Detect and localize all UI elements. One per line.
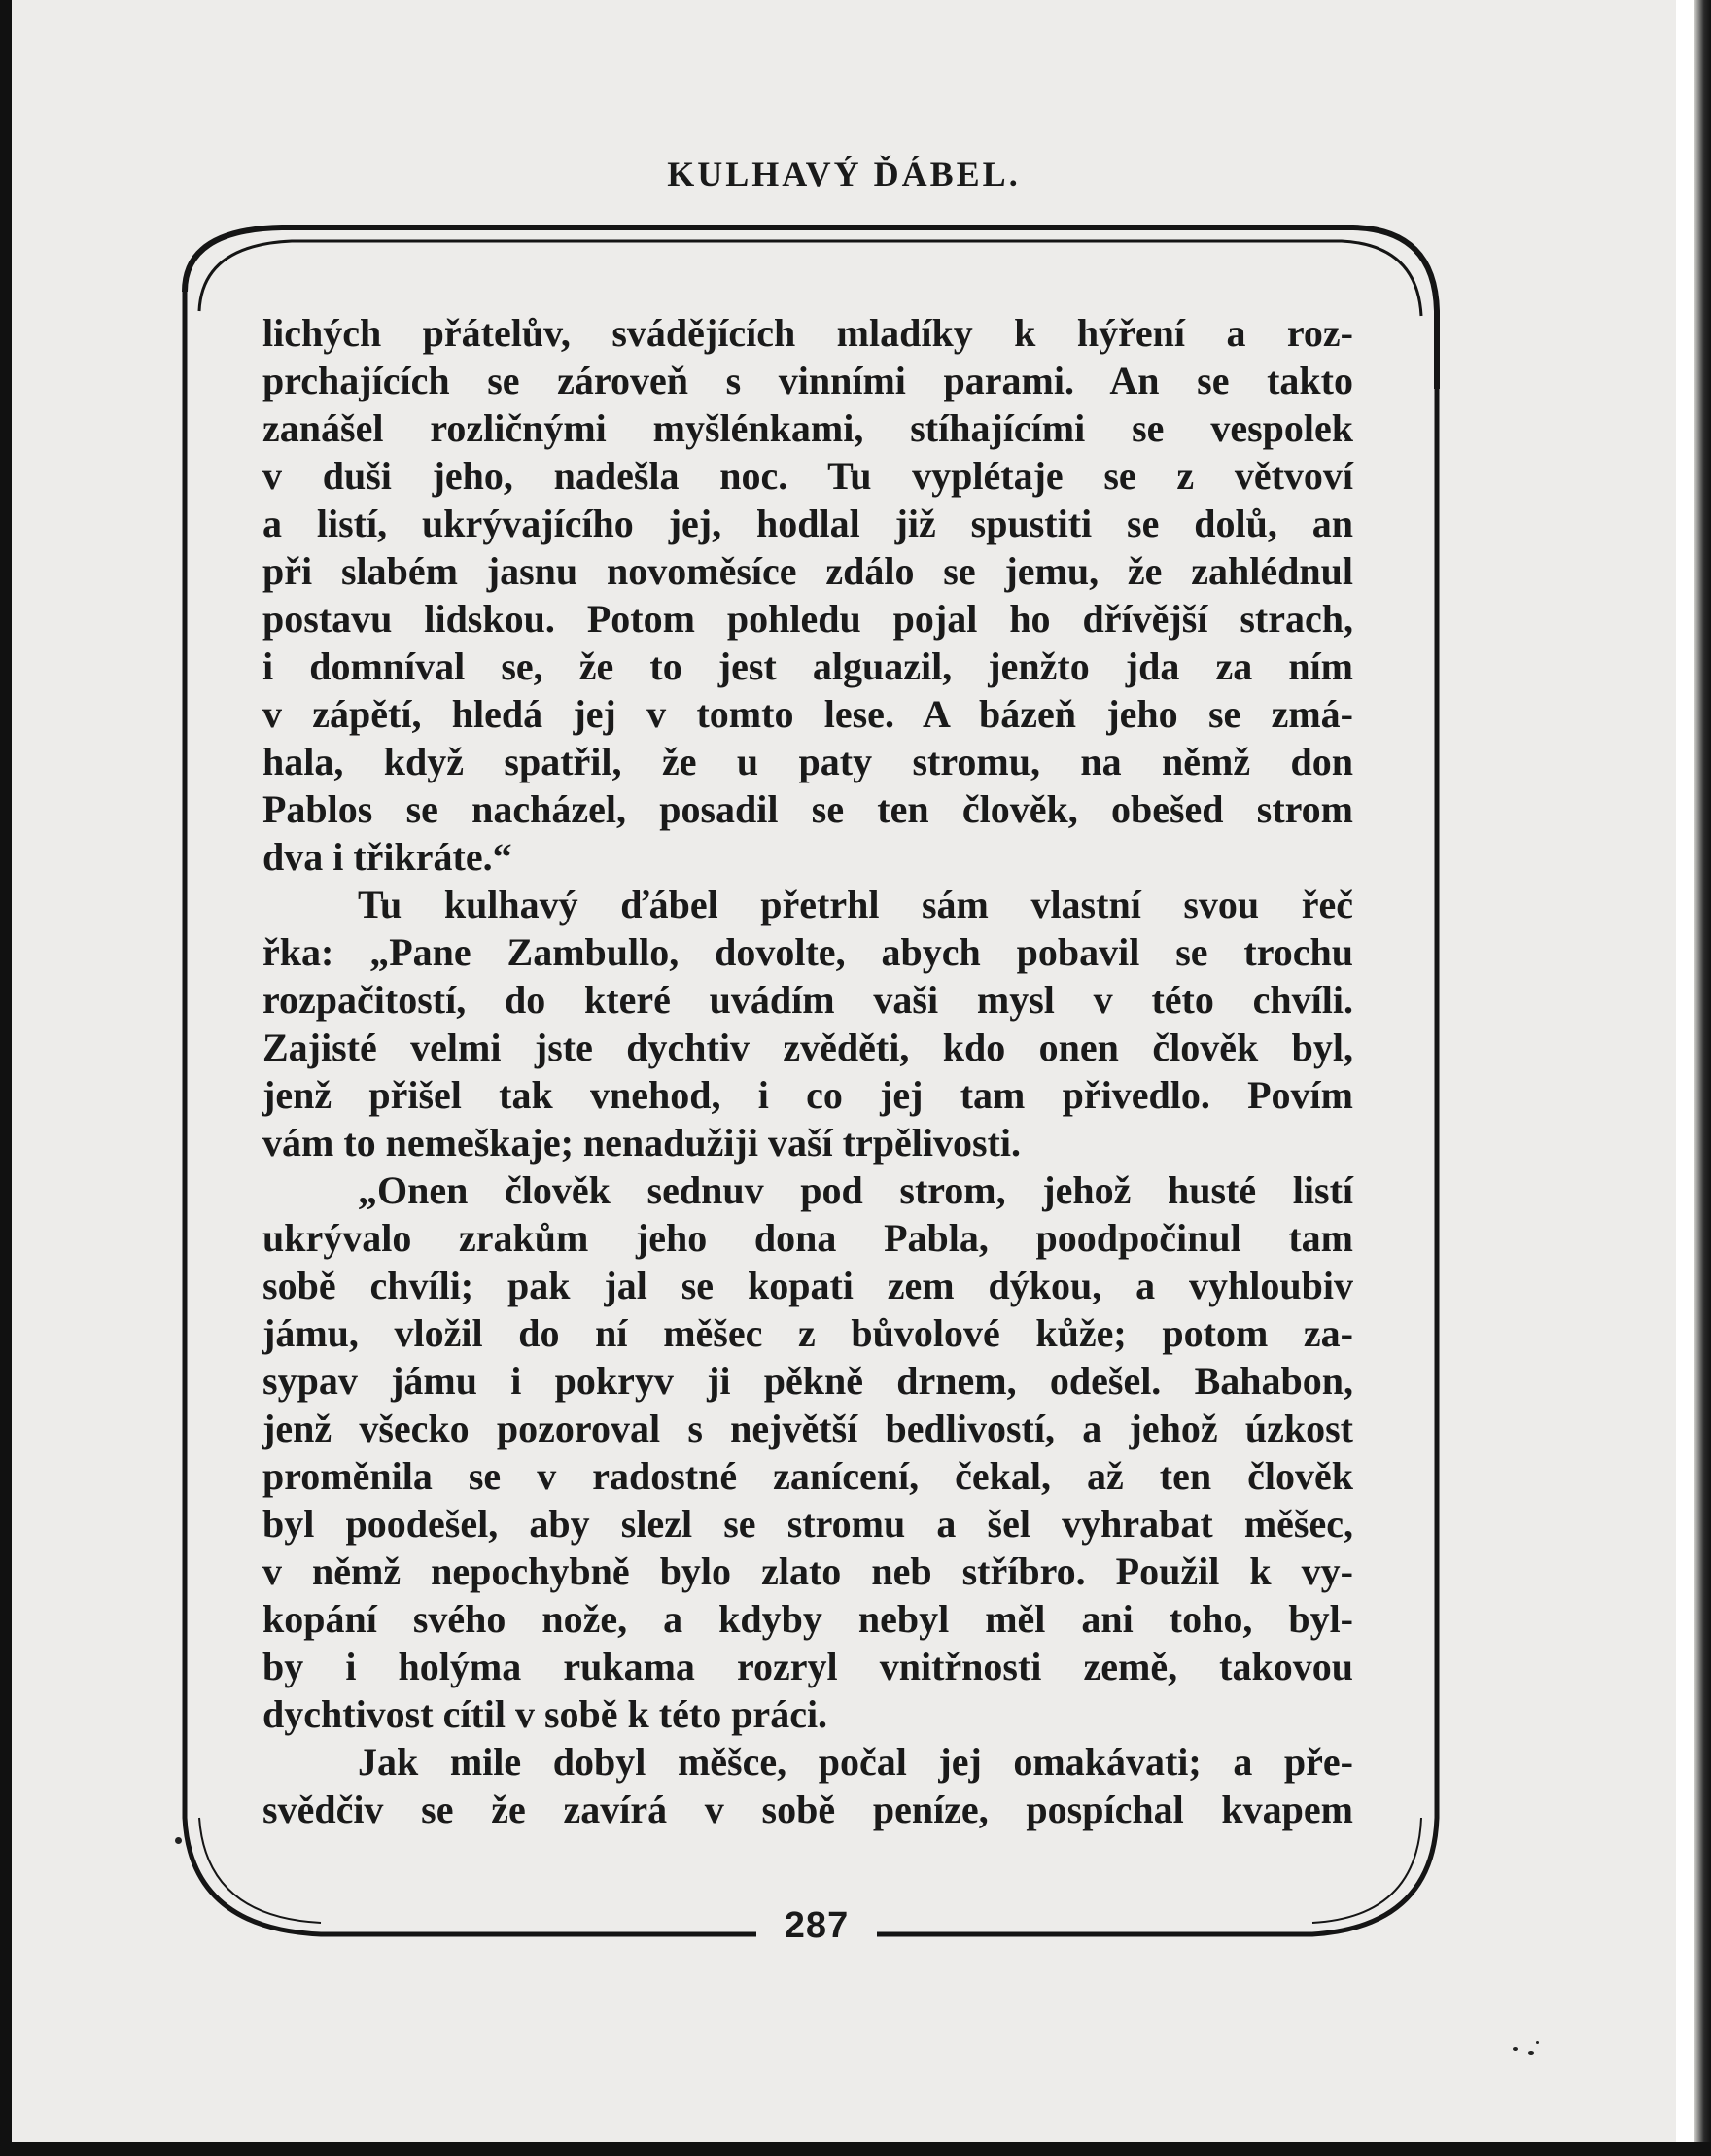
text-line: v duši jeho, nadešla noc. Tu vyplétaje se z větvoví [262, 454, 1353, 498]
ink-speck [1528, 2051, 1534, 2055]
text-line: v zápětí, hledá jej v tomto lese. A bázeň jeho se zmá- [262, 692, 1353, 736]
ink-speck [175, 1837, 182, 1844]
text-line: řka: „Pane Zambullo, dovolte, abych pobavil se trochu [262, 930, 1353, 974]
text-line: sypav jámu i pokryv ji pěkně drnem, odešel. Bahabon, [262, 1359, 1353, 1403]
text-line: ukrývalo zrakům jeho dona Pabla, poodpočinul tam [262, 1216, 1353, 1260]
text-line: i domníval se, že to jest alguazil, jenžto jda za ním [262, 644, 1353, 688]
page-number: 287 [758, 1905, 875, 1947]
frame-inner-bottom-right [1312, 1818, 1421, 1923]
text-line: Tu kulhavý ďábel přetrhl sám vlastní svou řeč [358, 883, 1353, 926]
text-line: vám to nemeškaje; nenadužiji vaší trpělivosti. [262, 1121, 1021, 1165]
text-line: Pablos se nacházel, posadil se ten člověk, obešed strom [262, 787, 1353, 831]
text-line: při slabém jasnu novoměsíce zdálo se jemu, že zahlédnul [262, 549, 1353, 593]
text-line: sobě chvíli; pak jal se kopati zem dýkou, a vyhloubiv [262, 1264, 1353, 1307]
running-head: KULHAVÝ ĎÁBEL. [667, 155, 1021, 193]
text-line: kopání svého nože, a kdyby nebyl měl ani toho, byl- [262, 1597, 1353, 1641]
text-line: by i holýma rukama rozryl vnitřnosti země, takovou [262, 1645, 1353, 1688]
text-line: v němž nepochybně bylo zlato neb stříbro. Použil k vy- [262, 1549, 1353, 1593]
text-line: dva i třikráte.“ [262, 835, 512, 879]
body-text [262, 309, 1353, 1833]
text-line: Jak mile dobyl měšce, počal jej omakávati; a pře- [358, 1740, 1353, 1784]
text-line: jenž přišel tak vnehod, i co jej tam přivedlo. Povím [262, 1073, 1353, 1117]
frame-inner-bottom [199, 1818, 321, 1923]
ink-speck [1536, 2041, 1539, 2044]
text-line: jámu, vložil do ní měšec z bůvolové kůže; potom za- [262, 1311, 1353, 1355]
text-line: prchajících se zároveň s vinními parami. An se takto [262, 359, 1353, 402]
frame-inner-line [199, 241, 1421, 316]
text-line: lichých přátelův, svádějících mladíky k hýření a roz- [262, 311, 1353, 355]
text-line: dychtivost cítil v sobě k této práci. [262, 1692, 828, 1736]
text-line: byl poodešel, aby slezl se stromu a šel vyhrabat měšec, [262, 1502, 1353, 1546]
text-line: jenž všecko pozoroval s největší bedlivostí, a jehož úzkost [262, 1407, 1353, 1450]
text-line: a listí, ukrývajícího jej, hodlal již spustiti se dolů, an [262, 502, 1353, 545]
text-line: proměnila se v radostné zanícení, čekal, až ten člověk [262, 1454, 1353, 1498]
text-line: postavu lidskou. Potom pohledu pojal ho dřívější strach, [262, 597, 1353, 641]
text-line: rozpačitostí, do které uvádím vaši mysl v této chvíli. [262, 978, 1353, 1022]
ink-speck [1513, 2047, 1518, 2051]
text-line: zanášel rozličnými myšlénkami, stíhajícími se vespolek [262, 406, 1353, 450]
text-line: „Onen člověk sednuv pod strom, jehož husté listí [358, 1168, 1353, 1212]
text-line: svědčiv se že zavírá v sobě peníze, pospíchal kvapem [262, 1788, 1353, 1831]
text-line: hala, když spatřil, že u paty stromu, na němž don [262, 740, 1353, 783]
text-line: Zajisté velmi jste dychtiv zvěděti, kdo onen člověk byl, [262, 1026, 1353, 1069]
